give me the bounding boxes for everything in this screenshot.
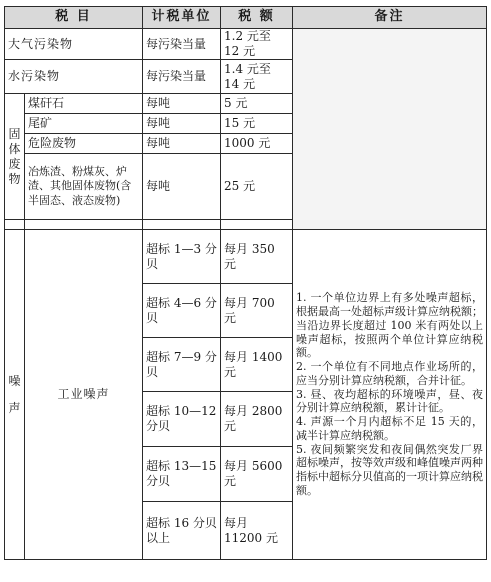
environmental-tax-table	[4, 6, 487, 560]
table-row-air	[5, 29, 487, 60]
unit-tailings: 每吨	[143, 114, 221, 134]
level-noise-3: 超标 7—9 分贝	[143, 338, 221, 392]
item-industrial-noise: 工业噪声	[25, 230, 143, 560]
item-slag: 冶炼渣、粉煤灰、炉渣、其他固体废物(含半固态、液态废物)	[25, 154, 143, 220]
remark-3: 3. 昼、夜均超标的环境噪声，昼、夜分别计算应纳税额，累计计征。	[296, 387, 483, 415]
level-noise-1: 超标 1—3 分贝	[143, 230, 221, 284]
amount-noise-1: 每月 350 元	[221, 230, 293, 284]
amount-noise-4: 每月 2800 元	[221, 392, 293, 447]
amount-water: 1.4 元至 14 元	[221, 60, 293, 94]
amount-noise-6: 每月 11200 元	[221, 502, 293, 560]
remark-2: 2. 一个单位有不同地点作业场所的，应当分别计算应纳税额，合并计征。	[296, 360, 483, 387]
tax-table-container	[4, 6, 486, 560]
amount-coal-gangue: 5 元	[221, 94, 293, 114]
unit-water: 每污染当量	[143, 60, 221, 94]
category-solid-waste: 固 体 废 物	[5, 94, 25, 220]
level-noise-2: 超标 4—6 分贝	[143, 284, 221, 338]
unit-hazardous: 每吨	[143, 134, 221, 154]
amount-noise-3: 每月 1400 元	[221, 338, 293, 392]
unit-slag: 每吨	[143, 154, 221, 220]
item-hazardous: 危险废物	[25, 134, 143, 154]
amount-hazardous: 1000 元	[221, 134, 293, 154]
note-empty-upper	[293, 29, 487, 230]
amount-tailings: 15 元	[221, 114, 293, 134]
amount-air: 1.2 元至 12 元	[221, 29, 293, 60]
spacer-unit	[143, 220, 221, 230]
table-row-noise-1	[5, 230, 487, 284]
header-row	[5, 7, 487, 29]
item-air: 大气污染物	[5, 29, 143, 60]
level-noise-4: 超标 10—12 分贝	[143, 392, 221, 447]
amount-noise-5: 每月 5600 元	[221, 447, 293, 502]
header-amount: 税 额	[221, 7, 293, 29]
spacer-amount	[221, 220, 293, 230]
amount-noise-2: 每月 700 元	[221, 284, 293, 338]
noise-remarks	[293, 230, 487, 560]
unit-air: 每污染当量	[143, 29, 221, 60]
header-item: 税 目	[5, 7, 143, 29]
remark-5: 5. 夜间频繁突发和夜间偶然突发厂界超标噪声，按等效声级和峰值噪声两种指标中超标分贝值高的一项计算应纳税额。	[296, 442, 483, 497]
level-noise-6: 超标 16 分贝以上	[143, 502, 221, 560]
amount-slag: 25 元	[221, 154, 293, 220]
spacer-item	[25, 220, 143, 230]
level-noise-5: 超标 13—15 分贝	[143, 447, 221, 502]
remark-4: 4. 声源一个月内超标不足 15 天的，减半计算应纳税额。	[296, 415, 483, 442]
header-note: 备注	[293, 7, 487, 29]
item-coal-gangue: 煤矸石	[25, 94, 143, 114]
unit-coal-gangue: 每吨	[143, 94, 221, 114]
header-unit: 计税单位	[143, 7, 221, 29]
spacer-cat	[5, 220, 25, 230]
item-water: 水污染物	[5, 60, 143, 94]
category-noise: 噪 声	[5, 230, 25, 560]
item-tailings: 尾矿	[25, 114, 143, 134]
remark-1: 1. 一个单位边界上有多处噪声超标，根据最高一处超标声级计算应纳税额；当沿边界长度超过 100 米有两处以上噪声超标，按照两个单位计算应纳税额。	[296, 291, 483, 360]
